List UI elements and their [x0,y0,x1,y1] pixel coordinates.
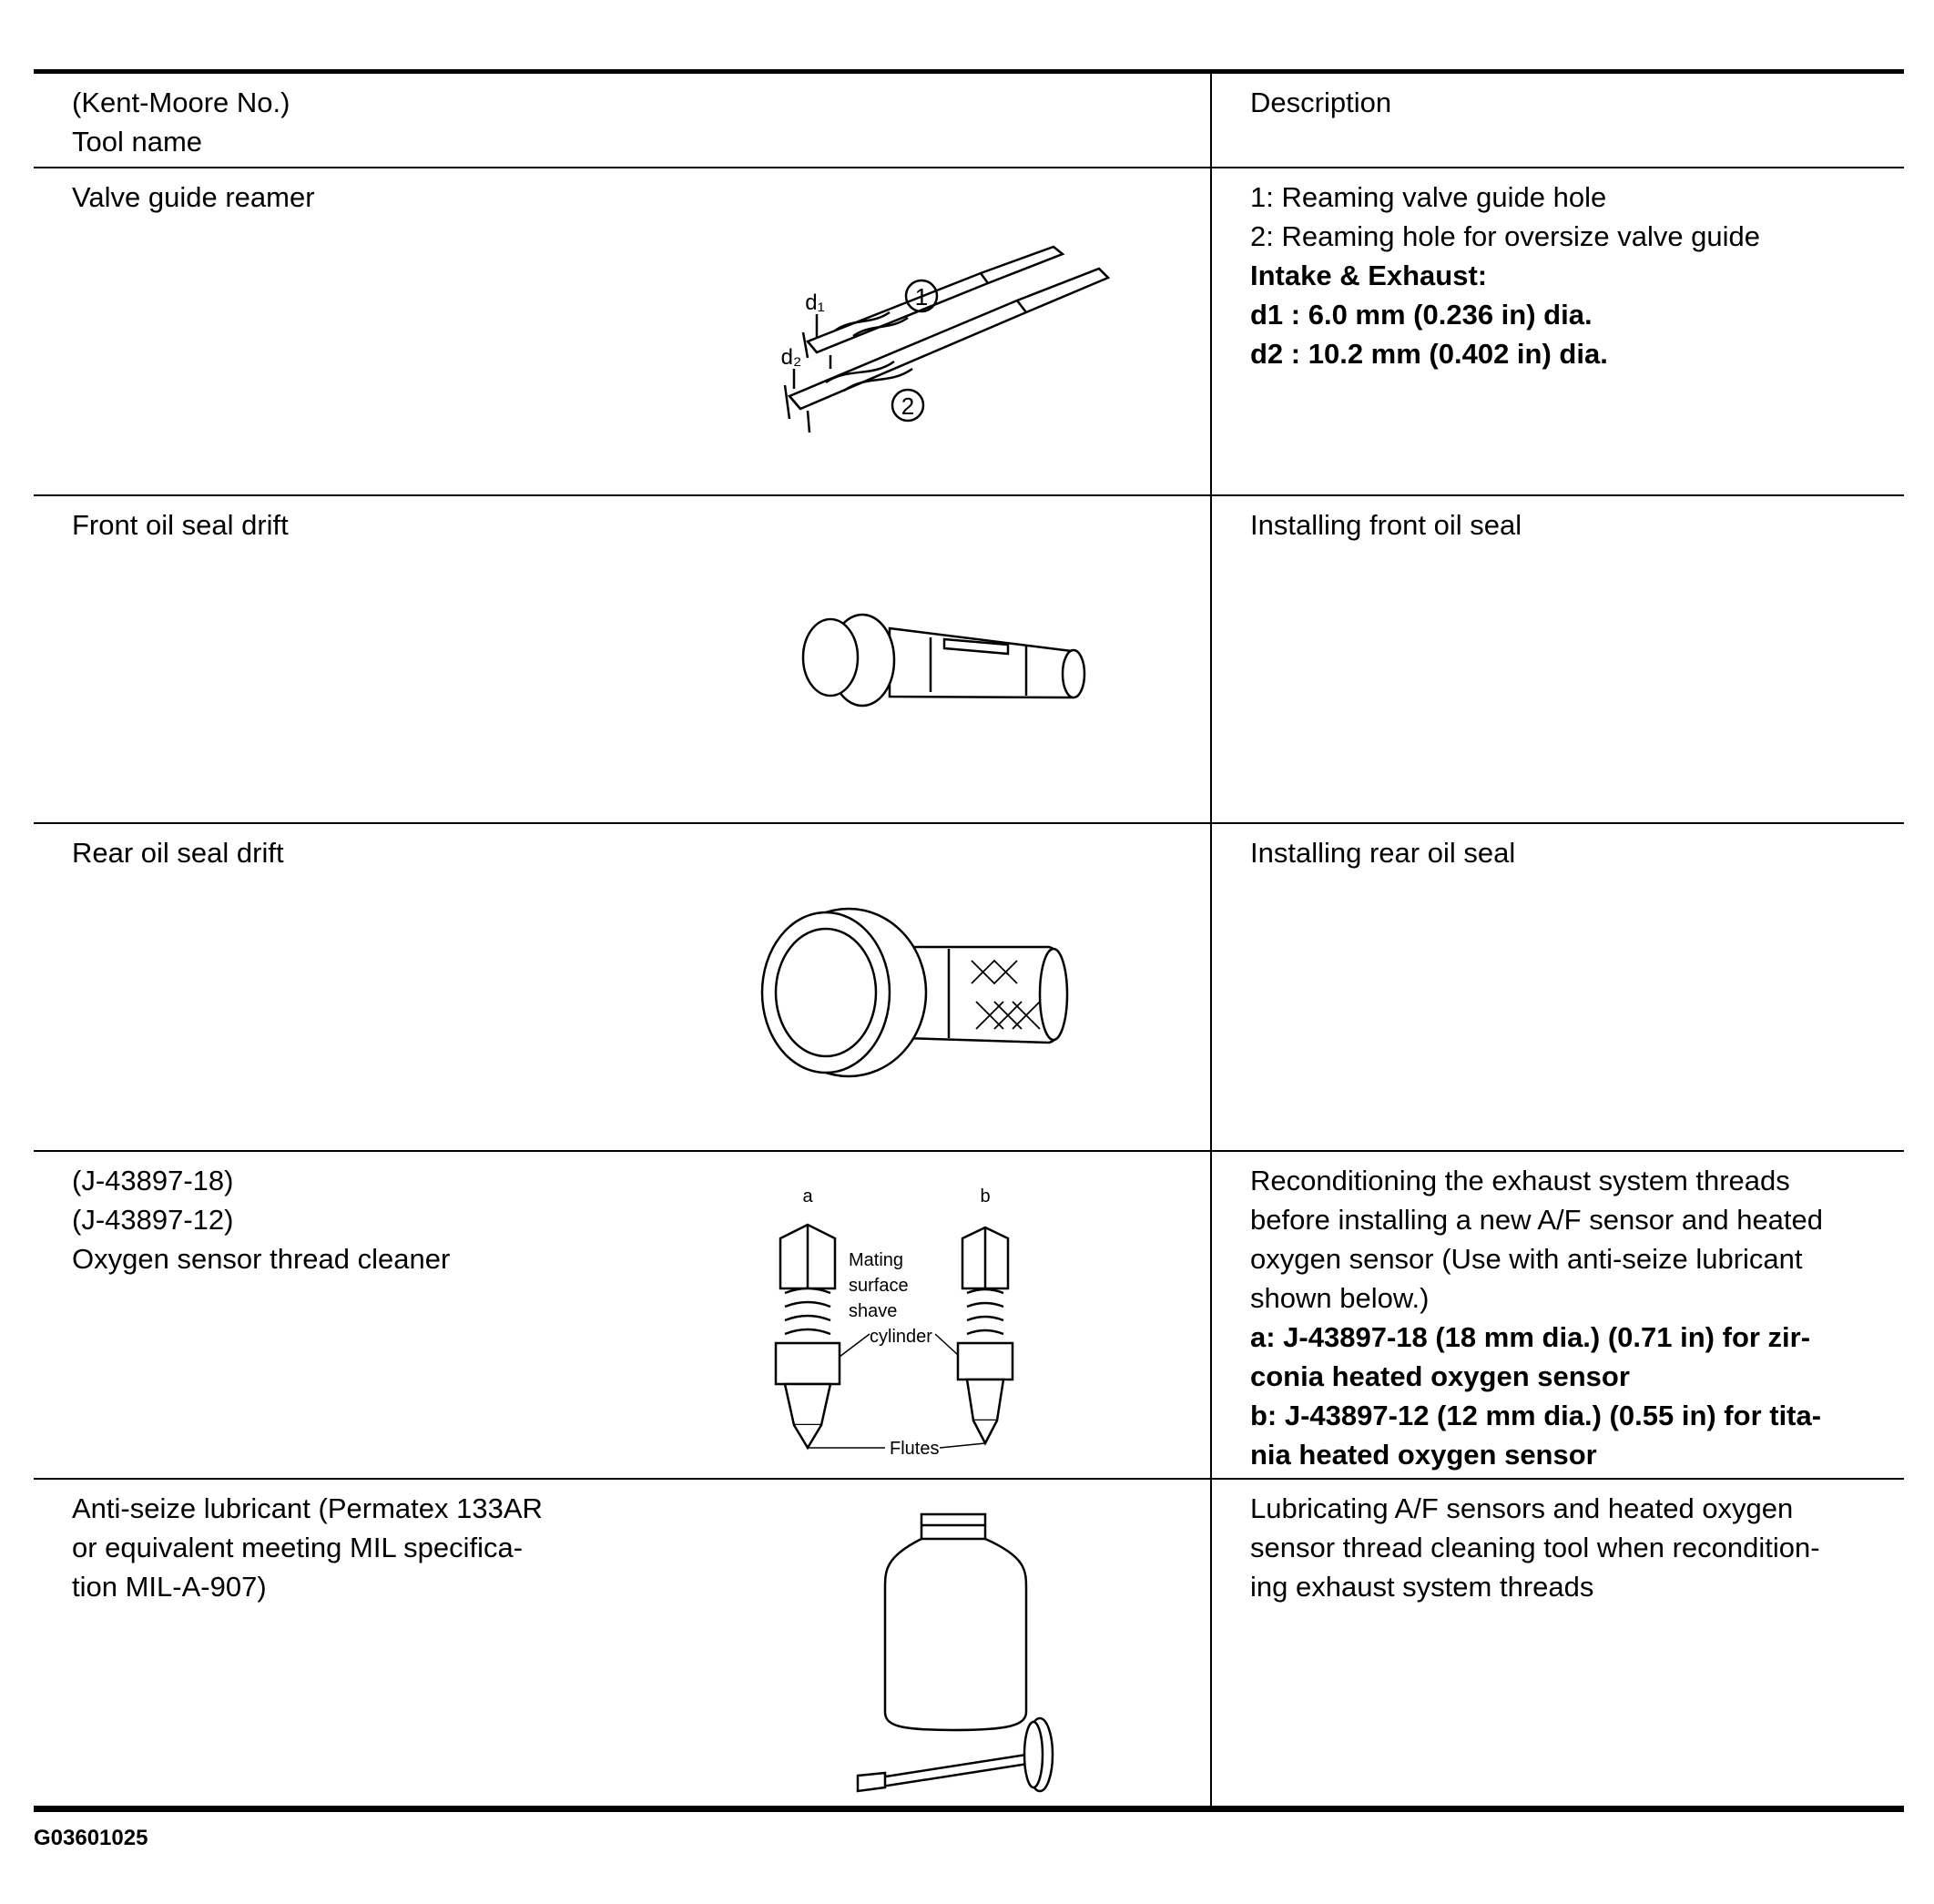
description-line: 2: Reaming hole for oversize valve guide [1250,220,1761,252]
description-line: Lubricating A/F sensors and heated oxygen [1250,1492,1794,1524]
oxygen-sensor-thread-cleaner-illustration [762,1175,1072,1466]
description-line: Intake & Exhaust: [1250,260,1488,291]
special-tools-table [34,69,1904,1812]
description-line: before installing a new A/F sensor and heated [1250,1204,1824,1236]
anti-seize-lubricant-illustration [817,1507,1081,1798]
description-cell [1212,168,1904,494]
table-row [34,496,1904,824]
reamer-label-d1: d₁ [805,290,825,315]
description-line: ing exhaust system threads [1250,1571,1594,1603]
reamer-label-2: 2 [901,392,915,420]
valve-guide-reamer-illustration [753,241,1145,442]
tool-kent-moore-18: (J-43897-18) [72,1165,234,1196]
cleaner-label-b: b [980,1186,991,1207]
description-line: Installing rear oil seal [1250,837,1516,869]
table-row [34,824,1904,1152]
header-description-cell [1212,74,1904,167]
cleaner-label-surface: surface [849,1276,909,1296]
description-line: shown below.) [1250,1282,1430,1314]
tool-name: Front oil seal drift [72,509,289,541]
header-description: Description [1250,87,1392,118]
description-line: Installing front oil seal [1250,509,1522,541]
header-kent-moore: (Kent-Moore No.) [72,87,290,118]
description-line: d1 : 6.0 mm (0.236 in) dia. [1250,299,1593,331]
header-tool-name: Tool name [72,126,203,158]
figure-code: G03601025 [34,1826,148,1850]
description-line: b: J-43897-12 (12 mm dia.) (0.55 in) for tita- [1250,1400,1822,1431]
reamer-label-1: 1 [914,283,929,311]
tool-kent-moore-12: (J-43897-12) [72,1204,234,1236]
tool-name-cont: tion MIL-A-907) [72,1571,267,1603]
description-line: conia heated oxygen sensor [1250,1360,1630,1392]
cleaner-label-shave: shave [849,1301,898,1321]
header-tool-cell [34,74,1212,167]
table-row [34,1480,1904,1807]
description-cell [1212,1152,1904,1478]
description-line: nia heated oxygen sensor [1250,1439,1597,1471]
cleaner-label-a: a [802,1186,813,1207]
table-header [34,74,1904,168]
cleaner-label-mating: Mating [849,1250,904,1270]
tool-name-cont: or equivalent meeting MIL specifica- [72,1532,524,1563]
description-line: Reconditioning the exhaust system threads [1250,1165,1790,1196]
description-cell [1212,824,1904,1150]
description-line: sensor thread cleaning tool when recondition- [1250,1532,1820,1563]
front-oil-seal-drift-illustration [780,601,1108,728]
tool-name: Rear oil seal drift [72,837,284,869]
description-cell [1212,496,1904,822]
tool-name: Oxygen sensor thread cleaner [72,1243,451,1275]
description-line: d2 : 10.2 mm (0.402 in) dia. [1250,338,1608,370]
tool-name: Anti-seize lubricant (Permatex 133AR [72,1492,543,1524]
bottom-rule [34,1807,1904,1812]
description-line: 1: Reaming valve guide hole [1250,181,1607,213]
cleaner-label-flutes: Flutes [890,1439,940,1459]
table-row [34,1152,1904,1480]
rear-oil-seal-drift-illustration [748,901,1113,1093]
table-row [34,168,1904,496]
tool-name: Valve guide reamer [72,181,315,213]
description-line: oxygen sensor (Use with anti-seize lubricant [1250,1243,1803,1275]
description-line: a: J-43897-18 (18 mm dia.) (0.71 in) for zir- [1250,1321,1811,1353]
cleaner-label-cylinder: cylinder [870,1327,932,1347]
reamer-label-d2: d₂ [780,345,802,370]
description-cell [1212,1480,1904,1806]
